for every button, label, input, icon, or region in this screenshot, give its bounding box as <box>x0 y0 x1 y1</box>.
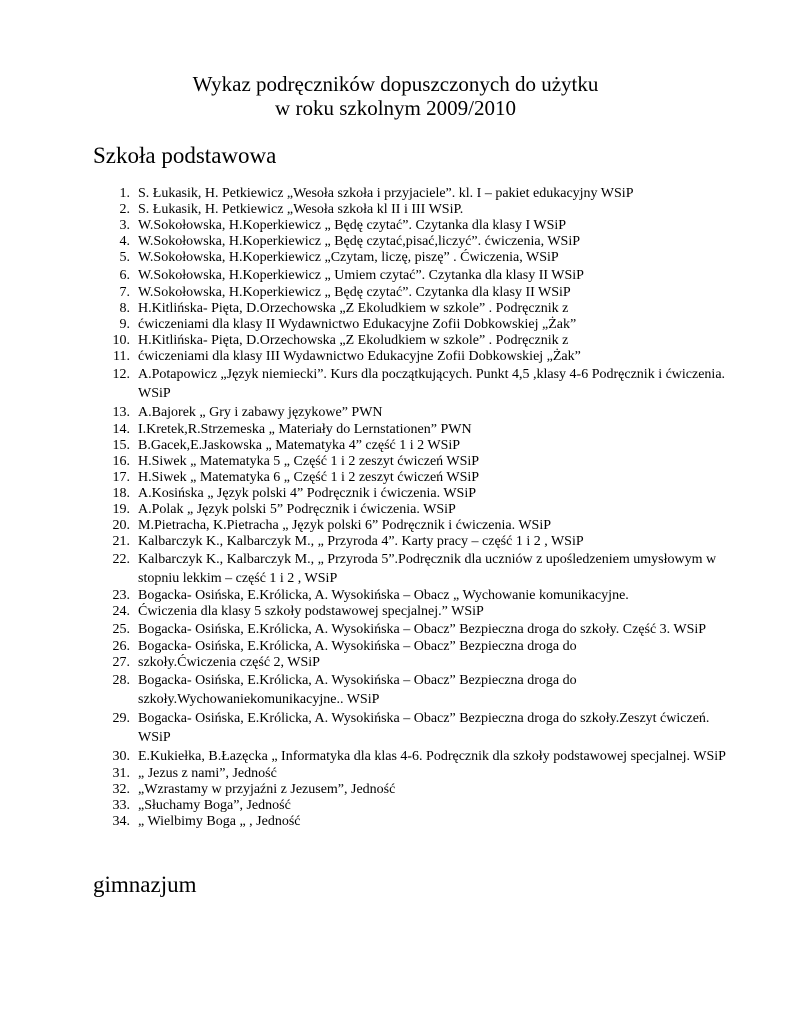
list-item-number: 12. <box>112 367 130 382</box>
list-item-number: 34. <box>112 814 130 829</box>
list-item-number: 16. <box>112 454 130 469</box>
list-item-text: Kalbarczyk K., Kalbarczyk M., „ Przyroda 4”. Karty pracy – część 1 i 2 , WSiP <box>138 534 584 549</box>
list-item-number: 19. <box>112 502 130 517</box>
list-item-text: S. Łukasik, H. Petkiewicz „Wesoła szkoła i przyjaciele”. kl. I – pakiet edukacyjny WSiP <box>138 186 634 201</box>
list-item-number: 10. <box>112 333 130 348</box>
list-item-number: 31. <box>112 766 130 781</box>
list-item-number: 15. <box>112 438 130 453</box>
list-item-text: Bogacka- Osińska, E.Królicka, A. Wysokińska – Obacz” Bezpieczna droga do szkoły.Wychowaniekomunikacyjne.. WSiP <box>138 673 577 707</box>
list-item-number: 26. <box>112 639 130 654</box>
list-item-number: 17. <box>112 470 130 485</box>
list-item-text: A.Kosińska „ Język polski 4” Podręcznik i ćwiczenia. WSiP <box>138 486 477 501</box>
list-item-text: Bogacka- Osińska, E.Królicka, A. Wysokińska – Obacz „ Wychowanie komunikacyjne. <box>138 588 629 603</box>
list-item <box>108 814 728 830</box>
list-item-number: 33. <box>112 798 130 813</box>
list-item <box>108 620 728 639</box>
list-item-text: A.Bajorek „ Gry i zabawy językowe” PWN <box>138 405 383 420</box>
list-item <box>108 604 728 620</box>
list-item-number: 18. <box>112 486 130 501</box>
list-item <box>108 534 728 550</box>
list-item <box>108 250 728 266</box>
list-item-text: Bogacka- Osińska, E.Królicka, A. Wysokińska – Obacz” Bezpieczna droga do szkoły. Część 3. WSiP <box>138 622 707 637</box>
list-item-text: W.Sokołowska, H.Koperkiewicz „ Będę czytać”. Czytanka dla klasy II WSiP <box>138 285 571 300</box>
list-item <box>108 266 728 285</box>
list-item-number: 27. <box>112 655 130 670</box>
list-item <box>108 365 728 403</box>
list-item-text: W.Sokołowska, H.Koperkiewicz „Czytam, liczę, piszę” . Ćwiczenia, WSiP <box>138 250 559 265</box>
list-item-number: 30. <box>112 749 130 764</box>
list-item-number: 23. <box>112 588 130 603</box>
list-item <box>108 218 728 234</box>
list-item-text: A.Polak „ Język polski 5” Podręcznik i ćwiczenia. WSiP <box>138 502 456 517</box>
list-item-text: W.Sokołowska, H.Koperkiewicz „ Będę czytać,pisać,liczyć”. ćwiczenia, WSiP <box>138 234 581 249</box>
list-item-text: S. Łukasik, H. Petkiewicz „Wesoła szkoła kl II i III WSiP. <box>138 202 464 217</box>
list-item-text: „ Wielbimy Boga „ , Jedność <box>138 814 301 829</box>
list-item-text: „Słuchamy Boga”, Jedność <box>138 798 291 813</box>
list-item-number: 5. <box>119 250 130 265</box>
list-item <box>108 655 728 671</box>
document-title <box>0 72 791 120</box>
list-item-number: 20. <box>112 518 130 533</box>
list-item-number: 29. <box>112 711 130 726</box>
list-item <box>108 486 728 502</box>
list-item-text: szkoły.Ćwiczenia część 2, WSiP <box>138 655 320 670</box>
list-item-number: 3. <box>119 218 130 233</box>
list-item-text: ćwiczeniami dla klasy III Wydawnictwo Edukacyjne Zofii Dobkowskiej „Żak” <box>138 349 581 364</box>
list-item <box>108 317 728 333</box>
list-item-text: M.Pietracha, K.Pietracha „ Język polski 6” Podręcznik i ćwiczenia. WSiP <box>138 518 552 533</box>
section-heading-primary-school: Szkoła podstawowa <box>93 143 277 168</box>
list-item <box>108 454 728 470</box>
list-item-number: 22. <box>112 552 130 567</box>
list-item-number: 7. <box>119 285 130 300</box>
title-line-1: Wykaz podręczników dopuszczonych do użytku <box>192 72 599 96</box>
list-item-text: B.Gacek,E.Jaskowska „ Matematyka 4” część 1 i 2 WSiP <box>138 438 461 453</box>
list-item <box>108 301 728 317</box>
list-item <box>108 518 728 534</box>
list-item <box>108 403 728 422</box>
list-item-number: 13. <box>112 405 130 420</box>
list-item-text: H.Siwek „ Matematyka 6 „ Część 1 i 2 zeszyt ćwiczeń WSiP <box>138 470 480 485</box>
list-item-number: 32. <box>112 782 130 797</box>
list-item <box>108 285 728 301</box>
list-item <box>108 438 728 454</box>
list-item-number: 25. <box>112 622 130 637</box>
list-item-text: „Wzrastamy w przyjaźni z Jezusem”, Jedność <box>138 782 396 797</box>
list-item-text: A.Potapowicz „Język niemiecki”. Kurs dla początkujących. Punkt 4,5 ,klasy 4-6 Podręcznik i ćwiczenia. WSiP <box>138 367 726 401</box>
list-item-number: 8. <box>119 301 130 316</box>
section-heading-gimnazjum: gimnazjum <box>93 872 197 897</box>
list-item-text: Kalbarczyk K., Kalbarczyk M., „ Przyroda 5”.Podręcznik dla uczniów z upośledzeniem umysłowym w stopniu lekkim – część 1 i 2 , WSiP <box>138 552 717 586</box>
list-item <box>108 234 728 250</box>
list-item-text: I.Kretek,R.Strzemeska „ Materiały do Lernstationen” PWN <box>138 422 472 437</box>
list-item <box>108 798 728 814</box>
list-item <box>108 747 728 766</box>
textbook-list <box>108 186 728 830</box>
list-item-text: Ćwiczenia dla klasy 5 szkoły podstawowej specjalnej.” WSiP <box>138 604 484 619</box>
list-item-text: Bogacka- Osińska, E.Królicka, A. Wysokińska – Obacz” Bezpieczna droga do szkoły.Zeszyt ćwiczeń. WSiP <box>138 711 710 745</box>
list-item <box>108 186 728 202</box>
list-item <box>108 202 728 218</box>
list-item <box>108 333 728 349</box>
list-item-number: 11. <box>113 349 130 364</box>
list-item <box>108 550 728 588</box>
list-item <box>108 709 728 747</box>
list-item-text: ćwiczeniami dla klasy II Wydawnictwo Edukacyjne Zofii Dobkowskiej „Żak” <box>138 317 577 332</box>
list-item-number: 6. <box>119 268 130 283</box>
list-item-number: 2. <box>119 202 130 217</box>
list-item-text: H.Kitlińska- Pięta, D.Orzechowska „Z Ekoludkiem w szkole” . Podręcznik z <box>138 301 569 316</box>
list-item <box>108 349 728 365</box>
list-item-text: H.Siwek „ Matematyka 5 „ Część 1 i 2 zeszyt ćwiczeń WSiP <box>138 454 480 469</box>
list-item-number: 4. <box>119 234 130 249</box>
list-item-text: H.Kitlińska- Pięta, D.Orzechowska „Z Ekoludkiem w szkole” . Podręcznik z <box>138 333 569 348</box>
list-item-number: 9. <box>119 317 130 332</box>
list-item-text: „ Jezus z nami”, Jedność <box>138 766 277 781</box>
list-item <box>108 502 728 518</box>
list-item <box>108 422 728 438</box>
list-item-number: 28. <box>112 673 130 688</box>
list-item <box>108 766 728 782</box>
list-item-text: W.Sokołowska, H.Koperkiewicz „ Będę czytać”. Czytanka dla klasy I WSiP <box>138 218 567 233</box>
title-line-2: w roku szkolnym 2009/2010 <box>275 96 516 120</box>
list-item <box>108 782 728 798</box>
list-item <box>108 470 728 486</box>
list-item-number: 21. <box>112 534 130 549</box>
list-item <box>108 639 728 655</box>
list-item-text: E.Kukiełka, B.Łazęcka „ Informatyka dla klas 4-6. Podręcznik dla szkoły podstawowej specjalnej. WSiP <box>138 749 726 764</box>
list-item-text: W.Sokołowska, H.Koperkiewicz „ Umiem czytać”. Czytanka dla klasy II WSiP <box>138 268 584 283</box>
list-item-text: Bogacka- Osińska, E.Królicka, A. Wysokińska – Obacz” Bezpieczna droga do <box>138 639 577 654</box>
list-item-number: 14. <box>112 422 130 437</box>
list-item-number: 1. <box>119 186 130 201</box>
list-item <box>108 671 728 709</box>
list-item <box>108 588 728 604</box>
list-item-number: 24. <box>112 604 130 619</box>
